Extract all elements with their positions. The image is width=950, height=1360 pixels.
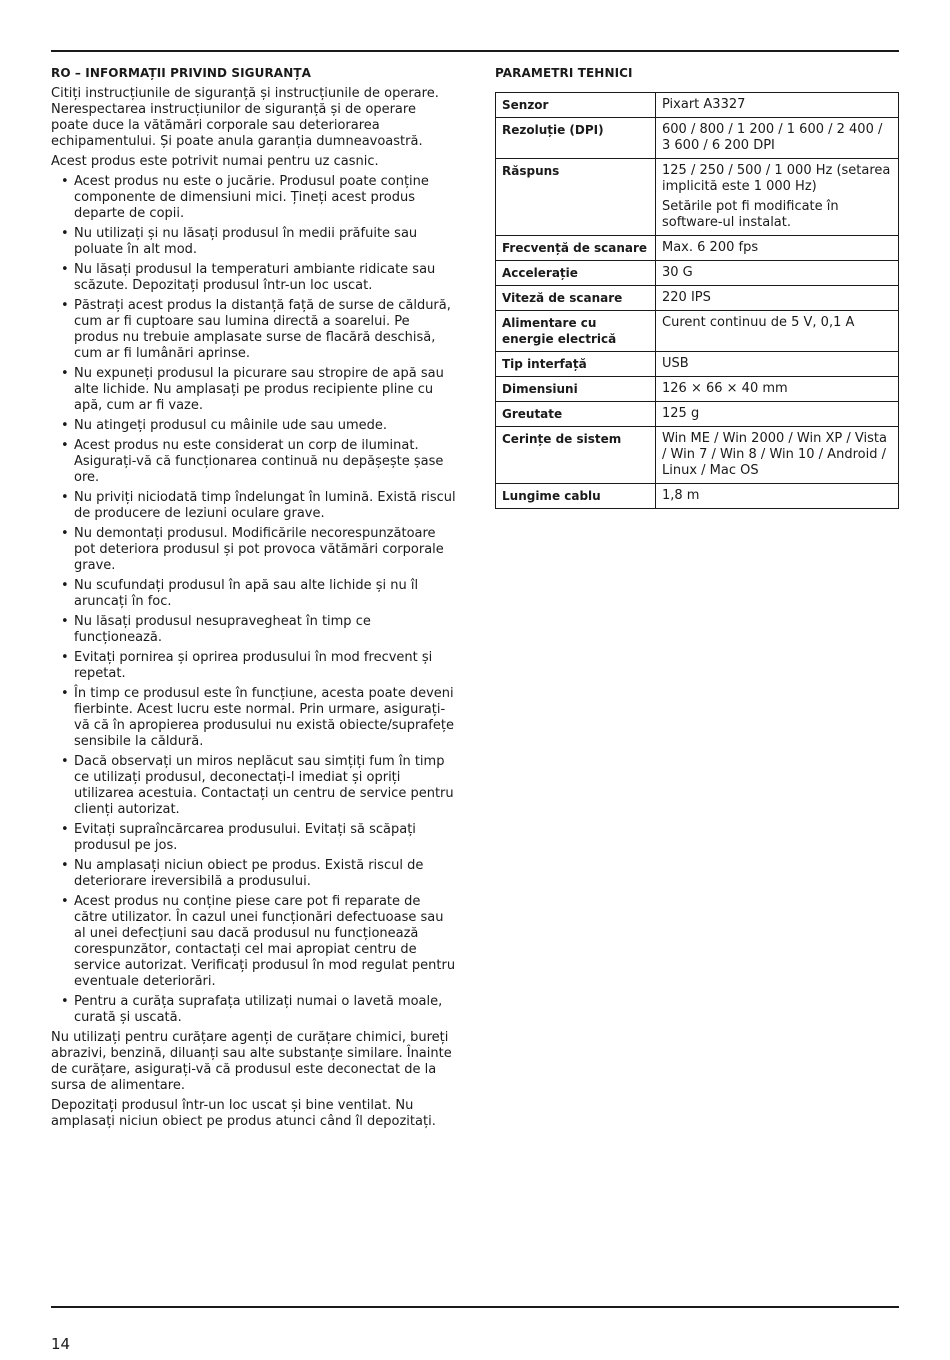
- spec-value-note: Setările pot fi modificate în software-ul instalat.: [662, 199, 839, 230]
- list-item: • Acest produs nu conține piese care pot fi reparate de către utilizator. În cazul unei funcționări defectuoase sau al unei defecțiuni sau dacă produsul nu funcționează corespunzător, contactați cel mai apropiat centru de service autorizat. Verificați produsul în mod regulat pentru eventuale deteriorări.: [61, 894, 456, 989]
- list-item: • Dacă observați un miros neplăcut sau simțiți fum în timp ce utilizați produsul, deconectați-l imediat și opriți utilizarea acestuia. Contactați un centru de service pentru clienți autorizat.: [61, 754, 454, 817]
- bullet-icon: •: [61, 262, 69, 277]
- spec-key: Alimentare cu energie electrică: [496, 311, 656, 352]
- spec-key: Senzor: [496, 93, 656, 118]
- spec-value: 126 × 66 × 40 mm: [656, 377, 899, 402]
- spec-key: Lungime cablu: [496, 484, 656, 509]
- spec-value: 30 G: [656, 261, 899, 286]
- bullet-icon: •: [61, 578, 69, 593]
- spec-key: Accelerație: [496, 261, 656, 286]
- list-item: • Nu demontați produsul. Modificările necorespunzătoare pot deteriora produsul și pot provoca vătămări corporale grave.: [61, 526, 444, 573]
- table-row: [496, 311, 899, 352]
- bullet-icon: •: [61, 650, 69, 665]
- list-item: • Nu utilizați și nu lăsați produsul în medii prăfuite sau poluate în alt mod.: [61, 226, 418, 257]
- bullet-icon: •: [61, 298, 69, 313]
- table-row: [496, 118, 899, 159]
- table-row: [496, 93, 899, 118]
- spec-key: Tip interfață: [496, 352, 656, 377]
- bottom-rule: [51, 1306, 899, 1308]
- bullet-icon: •: [61, 686, 69, 701]
- bullet-icon: •: [61, 438, 69, 453]
- bullet-icon: •: [61, 822, 69, 837]
- table-row: [496, 236, 899, 261]
- list-item: • Pentru a curăța suprafața utilizați numai o lavetă moale, curată și uscată.: [61, 994, 443, 1025]
- list-item: • Păstrați acest produs la distanță față de surse de căldură, cum ar fi cuptoare sau lumina directă a soarelui. Pe produs nu trebuie amplasate surse de flacără deschisă, cum ar fi lumânări aprinse.: [61, 298, 451, 361]
- spec-key: Frecvență de scanare: [496, 236, 656, 261]
- table-row: [496, 484, 899, 509]
- list-item: • În timp ce produsul este în funcțiune, acesta poate deveni fierbinte. Acest lucru este normal. Prin urmare, asigurați-vă că în apropierea produsului nu există obiecte/suprafețe sensibile la căldură.: [61, 686, 454, 749]
- spec-value: Max. 6 200 fps: [656, 236, 899, 261]
- storage-paragraph: Depozitați produsul într-un loc uscat și bine ventilat. Nu amplasați niciun obiect pe produs atunci când îl depozitați.: [51, 1098, 436, 1129]
- bullet-icon: •: [61, 614, 69, 629]
- specs-title: PARAMETRI TEHNICI: [495, 66, 633, 80]
- spec-value: 125 g: [656, 402, 899, 427]
- spec-value: 1,8 m: [656, 484, 899, 509]
- spec-key: Rezoluție (DPI): [496, 118, 656, 159]
- table-row: [496, 286, 899, 311]
- spec-value: Pixart A3327: [656, 93, 899, 118]
- specs-table: [495, 92, 899, 509]
- safety-section: [51, 66, 456, 1134]
- spec-value: USB: [656, 352, 899, 377]
- spec-key: Greutate: [496, 402, 656, 427]
- bullet-icon: •: [61, 994, 69, 1009]
- safety-list: [51, 174, 456, 1026]
- list-item: • Acest produs nu este o jucărie. Produsul poate conține componente de dimensiuni mici. Țineți acest produs departe de copii.: [61, 174, 429, 221]
- bullet-icon: •: [61, 858, 69, 873]
- bullet-icon: •: [61, 418, 69, 433]
- table-row: [496, 159, 899, 236]
- list-item: • Nu lăsați produsul la temperaturi ambiante ridicate sau scăzute. Depozitați produsul într-un loc uscat.: [61, 262, 436, 293]
- page-number: 14: [51, 1335, 71, 1353]
- list-item: • Acest produs nu este considerat un corp de iluminat. Asigurați-vă că funcționarea continuă nu depășește șase ore.: [61, 438, 444, 485]
- bullet-icon: •: [61, 490, 69, 505]
- list-item: • Nu atingeți produsul cu mâinile ude sau umede.: [61, 418, 387, 433]
- table-row: [496, 427, 899, 484]
- bullet-icon: •: [61, 226, 69, 241]
- specs-section: [495, 66, 899, 509]
- spec-key: Viteză de scanare: [496, 286, 656, 311]
- cleaning-paragraph: Nu utilizați pentru curățare agenți de curățare chimici, bureți abrazivi, benzină, diluanți sau alte substanțe similare. Înainte de curățare, asigurați-vă că produsul este deconectat de la sursa de alimentare.: [51, 1030, 452, 1093]
- bullet-icon: •: [61, 894, 69, 909]
- table-row: [496, 402, 899, 427]
- table-row: [496, 352, 899, 377]
- table-row: [496, 377, 899, 402]
- spec-value-main: 125 / 250 / 500 / 1 000 Hz (setarea implicită este 1 000 Hz): [662, 163, 891, 194]
- top-rule: [51, 50, 899, 52]
- list-item: • Nu scufundați produsul în apă sau alte lichide și nu îl aruncați în foc.: [61, 578, 419, 609]
- spec-key: Dimensiuni: [496, 377, 656, 402]
- bullet-icon: •: [61, 366, 69, 381]
- bullet-icon: •: [61, 754, 69, 769]
- spec-value: [656, 159, 899, 236]
- list-item: • Nu lăsați produsul nesupravegheat în timp ce funcționează.: [61, 614, 371, 645]
- safety-intro: Citiți instrucțiunile de siguranță și instrucțiunile de operare. Nerespectarea instrucțiunilor de siguranță și de operare poate duce la vătămări corporale sau deteriorarea echipamentului. Și poate anula garanția dumneavoastră.: [51, 86, 439, 149]
- spec-value: 600 / 800 / 1 200 / 1 600 / 2 400 / 3 600 / 6 200 DPI: [656, 118, 899, 159]
- table-row: [496, 261, 899, 286]
- spec-value: Curent continuu de 5 V, 0,1 A: [656, 311, 899, 352]
- list-item: • Nu amplasați niciun obiect pe produs. Există riscul de deteriorare ireversibilă a produsului.: [61, 858, 424, 889]
- spec-key: Cerințe de sistem: [496, 427, 656, 484]
- safety-title: RO – INFORMAȚII PRIVIND SIGURANȚA: [51, 66, 312, 80]
- list-item: • Evitați supraîncărcarea produsului. Evitați să scăpați produsul pe jos.: [61, 822, 416, 853]
- spec-value: 220 IPS: [656, 286, 899, 311]
- spec-value: Win ME / Win 2000 / Win XP / Vista / Win 7 / Win 8 / Win 10 / Android / Linux / Mac OS: [656, 427, 899, 484]
- safety-scope: Acest produs este potrivit numai pentru uz casnic.: [51, 154, 379, 169]
- list-item: • Evitați pornirea și oprirea produsului în mod frecvent și repetat.: [61, 650, 433, 681]
- spec-key: Răspuns: [496, 159, 656, 236]
- list-item: • Nu expuneți produsul la picurare sau stropire de apă sau alte lichide. Nu amplasați pe produs recipiente pline cu apă, cum ar fi vaze.: [61, 366, 444, 413]
- bullet-icon: •: [61, 526, 69, 541]
- bullet-icon: •: [61, 174, 69, 189]
- list-item: • Nu priviți niciodată timp îndelungat în lumină. Există riscul de producere de leziuni oculare grave.: [61, 490, 456, 521]
